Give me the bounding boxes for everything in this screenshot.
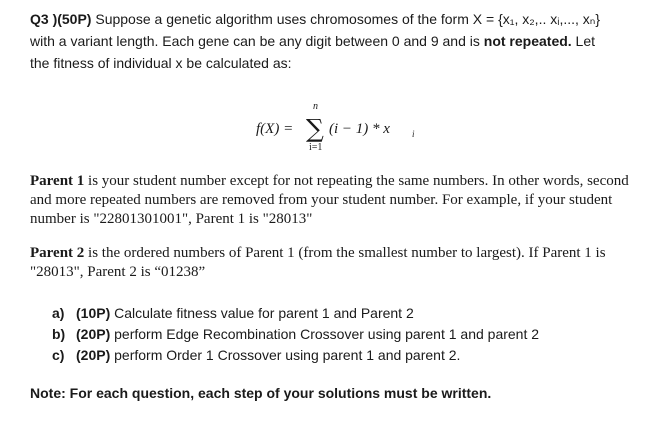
fitness-formula-svg <box>0 100 662 160</box>
fitness-formula <box>0 100 662 160</box>
formula-term: (i − 1) * x <box>329 121 390 137</box>
intro-prefix: Suppose a genetic algorithm uses chromosomes of the form X = {x₁, x₂,.. xᵢ,..., xₙ} <box>95 11 601 27</box>
parent1-paragraph <box>30 172 634 229</box>
parent1-text: is your student number except for not repeating the same numbers. In other words, second and more repeated numbers are removed from your student number. For example, if your student number is "22801301001", Parent 1 is "28013" <box>30 173 629 227</box>
task-text: perform Order 1 Crossover using parent 1 and parent 2. <box>110 347 461 363</box>
formula-term-subscript: i <box>412 129 415 139</box>
parent2-text: is the ordered numbers of Parent 1 (from the smallest number to largest). If Parent 1 is "28013", Parent 2 is “01238” <box>30 245 606 280</box>
task-text: perform Edge Recombination Crossover using parent 1 and parent 2 <box>110 326 540 342</box>
parent2-label: Parent 2 <box>30 245 85 261</box>
task-label: c) <box>52 347 65 363</box>
sum-lower-limit: i=1 <box>309 142 323 153</box>
task-item-a <box>52 303 612 324</box>
intro-line2-b: Let <box>571 33 596 49</box>
intro-line2-a: with a variant length. Each gene can be any digit between 0 and 9 and is <box>30 33 484 49</box>
question-id: Q3 )(50P) <box>30 11 92 27</box>
task-points: (10P) <box>76 305 111 321</box>
not-repeated-emphasis: not repeated. <box>483 33 572 49</box>
task-text: Calculate fitness value for parent 1 and Parent 2 <box>110 305 414 321</box>
task-label: a) <box>52 305 65 321</box>
sigma-symbol-icon: ∑ <box>306 114 324 143</box>
question-intro <box>30 8 640 74</box>
parent2-paragraph <box>30 244 634 282</box>
task-points: (20P) <box>76 347 111 363</box>
task-points: (20P) <box>76 326 111 342</box>
task-label: b) <box>52 326 66 342</box>
parent1-label: Parent 1 <box>30 173 85 189</box>
task-list <box>52 303 612 366</box>
formula-lhs: f(X) = <box>256 121 294 137</box>
task-item-c <box>52 345 612 366</box>
task-item-b <box>52 324 612 345</box>
sum-upper-limit: n <box>313 101 318 112</box>
note-text: Note: For each question, each step of your solutions must be written. <box>30 385 492 401</box>
intro-line3: the fitness of individual x be calculated as: <box>30 55 292 71</box>
